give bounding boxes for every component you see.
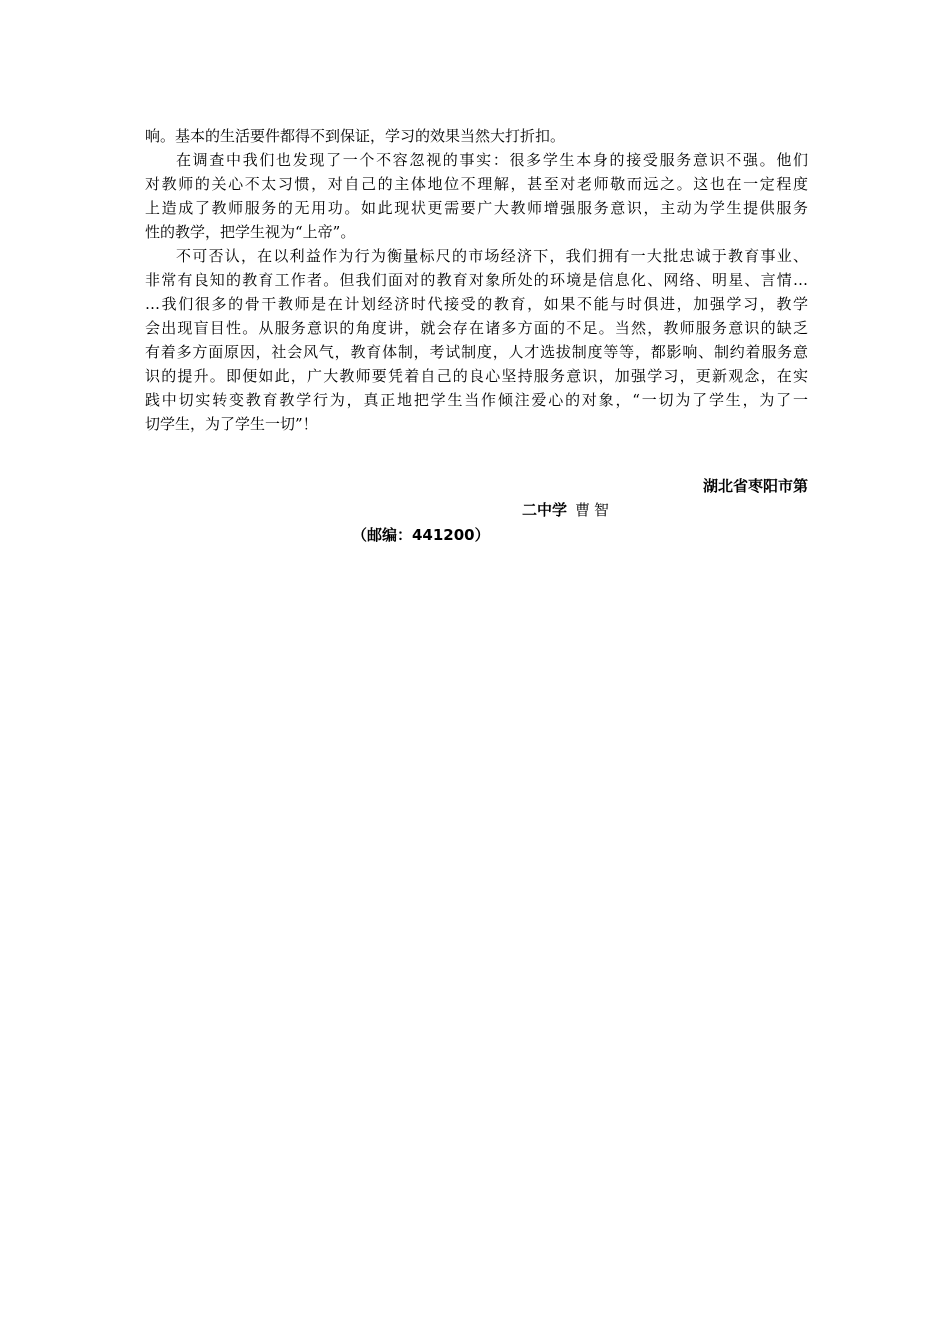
text-line: 会出现盲目性。从服务意识的角度讲，就会存在诸多方面的不足。当然，教师服务意识的缺乏	[145, 319, 808, 337]
text-line: 响。基本的生活要件都得不到保证，学习的效果当然大打折扣。	[145, 127, 566, 145]
text-line: 有着多方面原因，社会风气，教育体制，考试制度，人才选拔制度等等，都影响、制约着服务意	[145, 343, 808, 361]
text-line: …我们很多的骨干教师是在计划经济时代接受的教育，如果不能与时俱进，加强学习，教学	[145, 295, 808, 313]
paragraph	[145, 124, 808, 148]
text-line: 对教师的关心不太习惯，对自己的主体地位不理解，甚至对老师敬而远之。这也在一定程度	[145, 175, 808, 193]
signature-author: 曹智	[575, 501, 614, 519]
text-line: 性的教学，把学生视为“上帝”。	[145, 223, 356, 241]
signature-school: 二中学	[522, 501, 568, 519]
article-body	[145, 124, 808, 436]
text-line: 上造成了教师服务的无用功。如此现状更需要广大教师增强服务意识，主动为学生提供服务	[145, 199, 808, 217]
paragraph	[145, 244, 808, 436]
text-line: 不可否认，在以利益作为行为衡量标尺的市场经济下，我们拥有一大批忠诚于教育事业、	[176, 247, 808, 265]
text-line: 识的提升。即便如此，广大教师要凭着自己的良心坚持服务意识，加强学习，更新观念，在实	[145, 367, 808, 385]
text-line: 非常有良知的教育工作者。但我们面对的教育对象所处的环境是信息化、网络、明星、言情…	[145, 271, 808, 289]
text-line: 在调查中我们也发现了一个不容忽视的事实：很多学生本身的接受服务意识不强。他们	[176, 151, 808, 169]
text-line: 践中切实转变教育教学行为，真正地把学生当作倾注爱心的对象，“一切为了学生，为了一	[145, 391, 808, 409]
postcode: （邮编：441200）	[352, 526, 490, 544]
signature-location: 湖北省枣阳市第	[702, 477, 808, 495]
text-line: 切学生，为了学生一切”！	[145, 415, 318, 433]
signature-school-author	[522, 498, 613, 522]
paragraph	[145, 148, 808, 244]
